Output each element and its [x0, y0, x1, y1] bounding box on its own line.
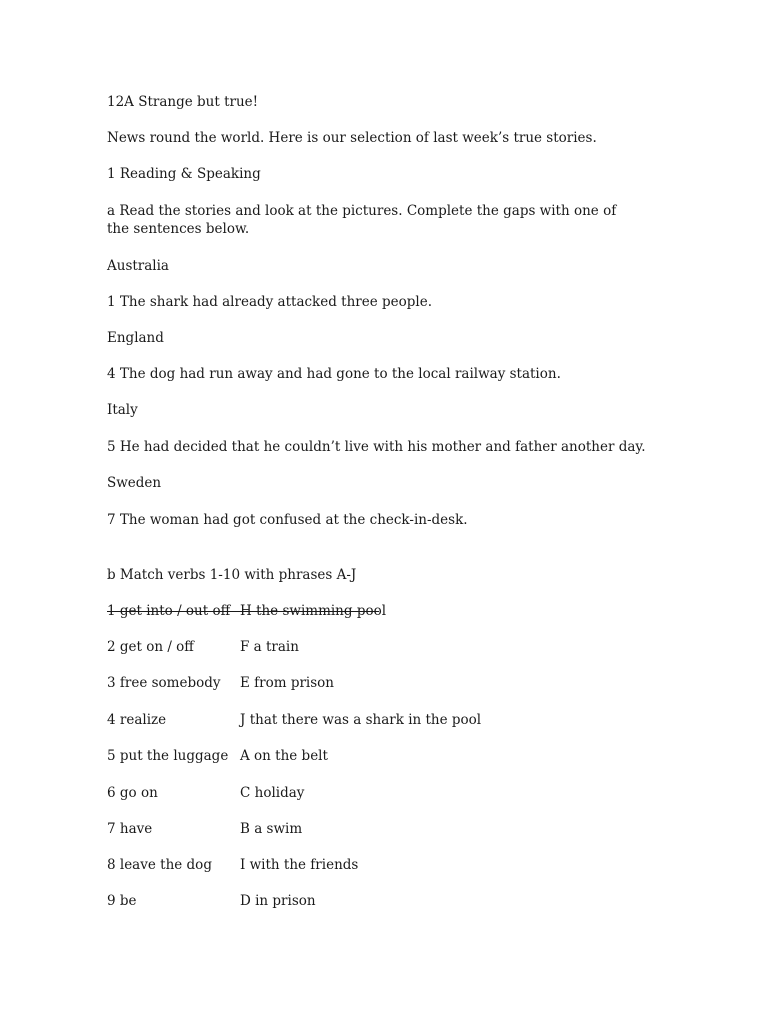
match-verb: 9 be [107, 893, 137, 909]
match-phrase: D in prison [240, 893, 316, 909]
match-verb: 3 free somebody [107, 675, 221, 691]
match-phrase: C holiday [240, 785, 305, 801]
match-verb: 4 realize [107, 712, 167, 728]
section-heading: 1 Reading & Speaking [107, 166, 261, 182]
match-phrase: F a train [240, 639, 299, 655]
match-phrase: I with the friends [240, 857, 359, 873]
story-country: Italy [107, 402, 138, 418]
story-country: England [107, 330, 164, 346]
match-phrase: B a swim [240, 821, 303, 837]
story-country: Australia [107, 258, 169, 274]
match-verb: 7 have [107, 821, 153, 837]
story-sentence: 1 The shark had already attacked three people. [107, 294, 433, 310]
match-verb: 1 get into / out off [107, 603, 231, 619]
task-b-instruction: b Match verbs 1-10 with phrases A-J [107, 567, 357, 583]
intro-text: News round the world. Here is our selection of last week’s true stories. [107, 130, 597, 146]
match-phrase: A on the belt [240, 748, 328, 764]
match-verb: 5 put the luggage [107, 748, 229, 764]
story-sentence: 5 He had decided that he couldn’t live with his mother and father another day. [107, 439, 646, 455]
match-phrase: E from prison [240, 675, 334, 691]
match-phrase: H the swimming pool [240, 603, 387, 619]
task-a-instruction: a Read the stories and look at the pictures. Complete the gaps with one of the sentences below. [107, 203, 617, 237]
page-title: 12A Strange but true! [107, 94, 259, 110]
match-verb: 6 go on [107, 785, 158, 801]
match-verb: 8 leave the dog [107, 857, 212, 873]
story-country: Sweden [107, 475, 162, 491]
match-verb: 2 get on / off [107, 639, 194, 655]
match-phrase: J that there was a shark in the pool [240, 712, 482, 728]
story-sentence: 4 The dog had run away and had gone to the local railway station. [107, 366, 561, 382]
story-sentence: 7 The woman had got confused at the check-in-desk. [107, 512, 468, 528]
